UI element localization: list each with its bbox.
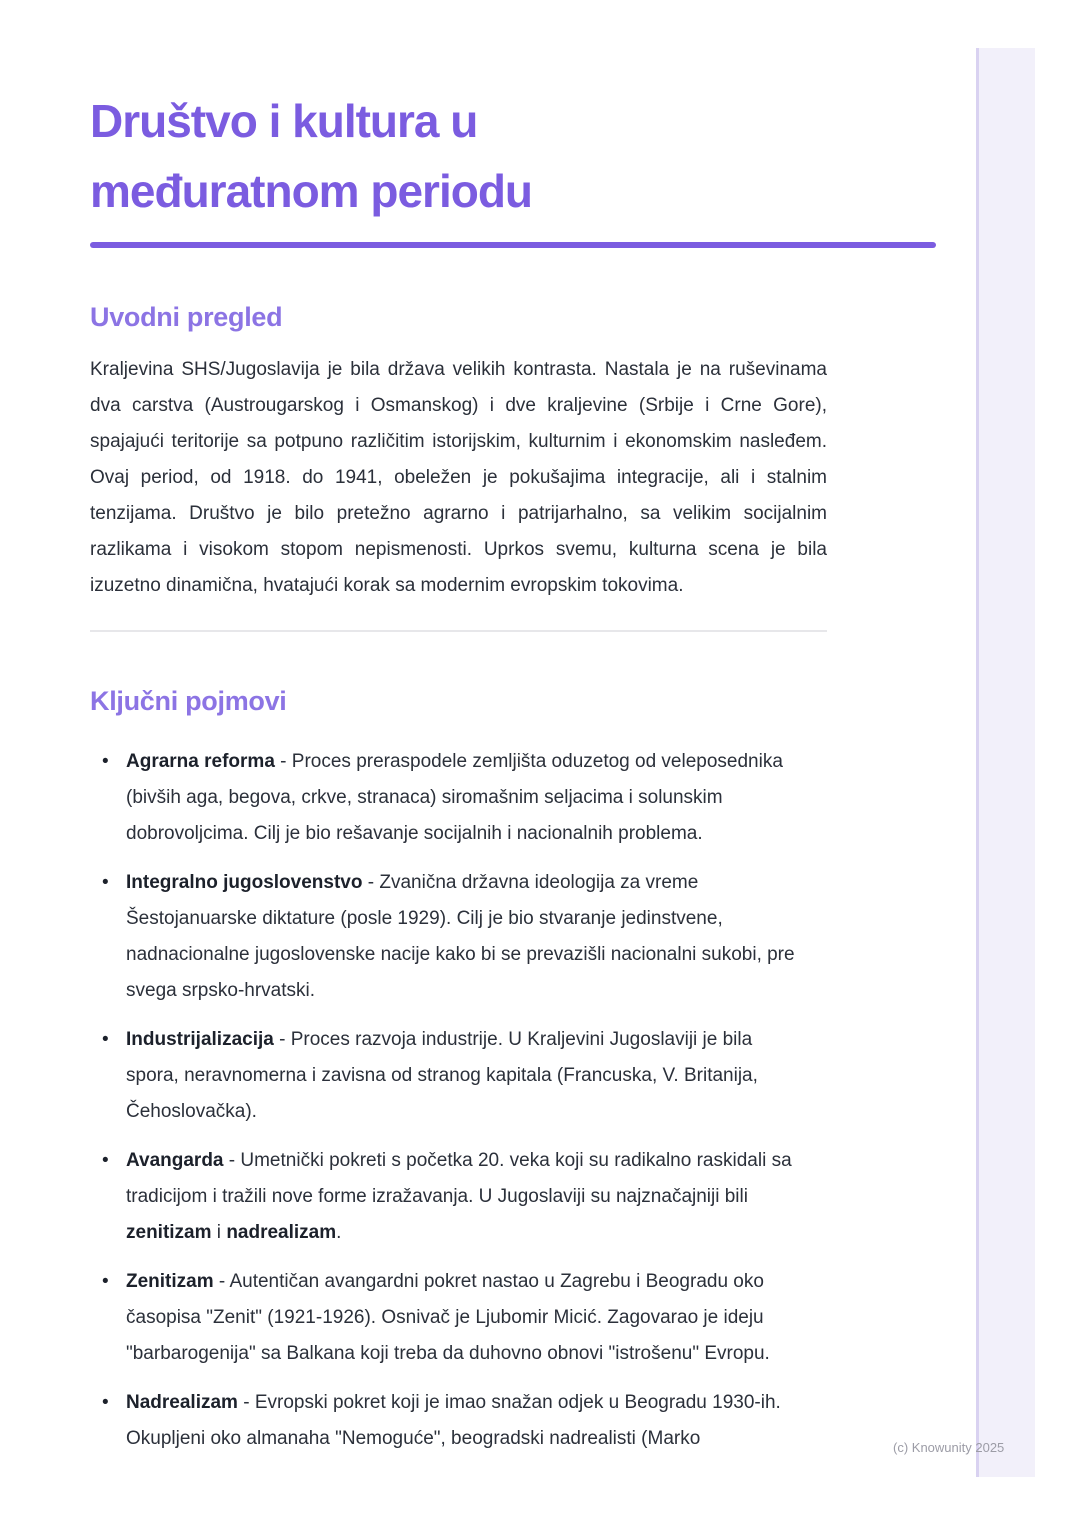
term-description: - Proces razvoja industrije. U Kraljevini Jugoslaviji je bila spora, neravnomerna i zavisna od stranog kapitala (Francuska, V. Britanija, Čehoslovačka). [126, 1029, 758, 1122]
term-description: - Evropski pokret koji je imao snažan odjek u Beogradu 1930-ih. Okupljeni oko almanaha "Nemoguće", beogradski nadrealisti (Marko [126, 1392, 781, 1449]
list-item [90, 744, 800, 852]
intro-paragraph: Kraljevina SHS/Jugoslavija je bila država velikih kontrasta. Nastala je na ruševinama dva carstva (Austrougarskog i Osmanskog) i dve kraljevine (Srbije i Crne Gore), spajajući teritorije sa potpuno različitim istorijskim, kulturnim i ekonomskim nasleđem. Ovaj period, od 1918. do 1941, obeležen je pokušajima integracije, ali i stalnim tenzijama. Društvo je bilo pretežno agrarno i patrijarhalno, sa velikim socijalnim razlikama i visokom stopom nepismenosti. Uprkos svemu, kulturna scena je bila izuzetno dinamična, hvatajući korak sa modernim evropskim tokovima. [90, 359, 827, 596]
term-description: - Autentičan avangardni pokret nastao u Zagrebu i Beogradu oko časopisa "Zenit" (1921-1926). Osnivač je Ljubomir Micić. Zagovarao je ideju "barbarogenija" sa Balkana koji treba da duhovno obnovi "istrošenu" Evropu. [126, 1271, 770, 1364]
term-name: zenitizam [126, 1222, 212, 1243]
term-name: nadrealizam [226, 1222, 337, 1243]
list-item [90, 1385, 800, 1457]
section-heading-intro: Uvodni pregled [90, 302, 283, 332]
term-name: Zenitizam [126, 1271, 214, 1292]
list-item [90, 865, 800, 1009]
title-underline-rule [90, 242, 936, 248]
term-name: Avangarda [126, 1150, 224, 1171]
page-title [90, 86, 936, 226]
section-heading-key-terms: Ključni pojmovi [90, 686, 287, 716]
term-name: Agrarna reforma [126, 751, 275, 772]
key-terms-list [90, 744, 800, 1457]
list-item [90, 1143, 800, 1251]
page-title-line-2: međuratnom periodu [90, 165, 533, 217]
term-description: - Proces preraspodele zemljišta oduzetog od veleposednika (bivših aga, begova, crkve, stranaca) siromašnim seljacima i solunskim dobrovoljcima. Cilj je bio rešavanje socijalnih i nacionalnih problema. [126, 751, 783, 844]
section-divider [90, 630, 827, 632]
term-description: i [211, 1222, 227, 1243]
term-description: - Zvanična državna ideologija za vreme Šestojanuarske diktature (posle 1929). Cilj je bio stvaranje jedinstvene, nadnacionalne jugoslovenske nacije kako bi se prevazišli nacionalni sukobi, pre svega srpsko-hrvatski. [126, 872, 795, 1001]
list-item [90, 1022, 800, 1130]
list-item [90, 1264, 800, 1372]
copyright-watermark: (c) Knowunity 2025 [893, 1440, 1005, 1455]
term-name: Integralno jugoslovenstvo [126, 872, 363, 893]
term-description: - Umetnički pokreti s početka 20. veka koji su radikalno raskidali sa tradicijom i tražili nove forme izražavanja. U Jugoslaviji su najznačajniji bili [126, 1150, 792, 1207]
term-name: Industrijalizacija [126, 1029, 274, 1050]
page-title-line-1: Društvo i kultura u [90, 95, 478, 147]
document-content [90, 86, 936, 1470]
page-margin-band [976, 48, 1035, 1477]
term-name: Nadrealizam [126, 1392, 238, 1413]
term-description: . [336, 1222, 342, 1243]
